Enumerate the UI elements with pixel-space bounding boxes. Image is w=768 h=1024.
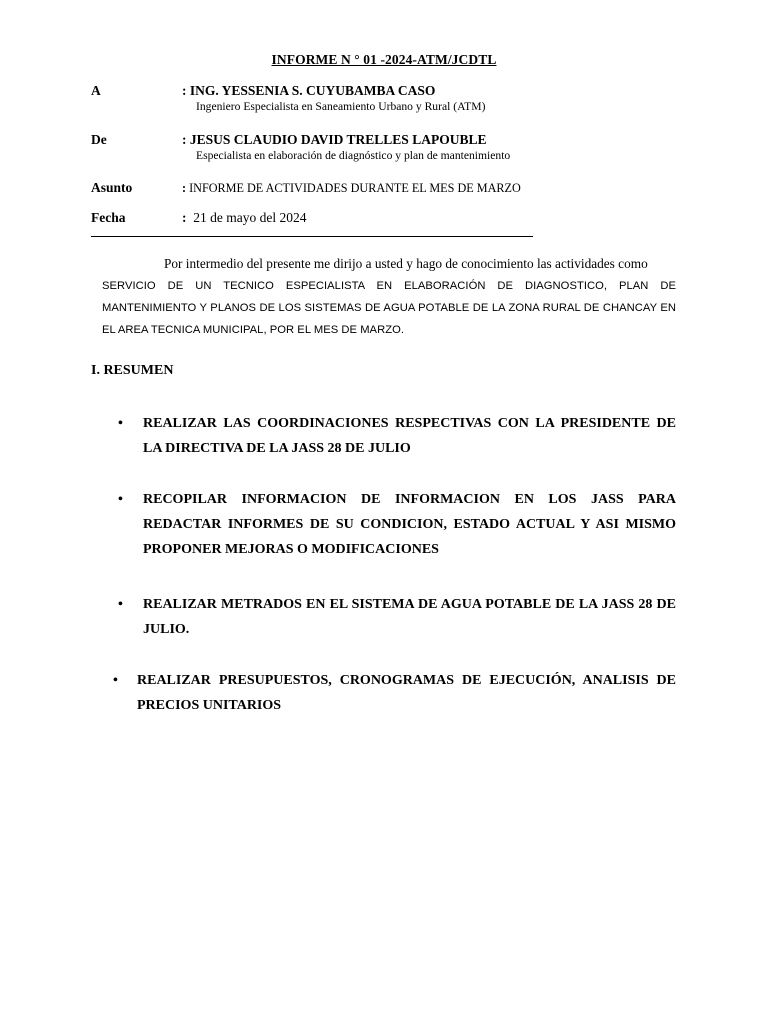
list-item [113, 668, 678, 720]
header-subject-label: Asunto [91, 180, 133, 195]
header-date-colon: : [182, 210, 187, 225]
intro-rest: SERVICIO DE UN TECNICO ESPECIALISTA EN ELABORACIÓN DE DIAGNOSTICO, PLAN DE MANTENIMIENTO Y PLANOS DE LOS SISTEMAS DE AGUA POTABLE DE LA ZONA RURAL DE CHANCAY EN EL AREA TECNICA MUNICIPAL, POR EL MES DE MARZO. [102, 280, 676, 336]
list-item [118, 592, 678, 644]
list-item [118, 487, 678, 565]
header-to-label: A [91, 83, 101, 98]
list-item [118, 411, 678, 463]
header-from-label: De [91, 132, 107, 147]
bullet-icon: • [118, 416, 123, 431]
intro-first-line: Por intermedio del presente me dirijo a usted y hago de conocimiento las actividades como [164, 256, 648, 271]
report-title: INFORME N ° 01 -2024-ATM/JCDTL [271, 52, 497, 67]
section-title-resumen: I. RESUMEN [91, 363, 174, 378]
bullet-icon: • [113, 673, 118, 688]
header-from-subtitle: Especialista en elaboración de diagnóstico y plan de mantenimiento [196, 149, 511, 162]
bullet-icon: • [118, 492, 123, 507]
list-item-text: REALIZAR METRADOS EN EL SISTEMA DE AGUA POTABLE DE LA JASS 28 DE JULIO. [143, 597, 676, 637]
header-divider [91, 236, 533, 237]
intro-paragraph [102, 253, 676, 341]
list-item-text: RECOPILAR INFORMACION DE INFORMACION EN LOS JASS PARA REDACTAR INFORMES DE SU CONDICION, ESTADO ACTUAL Y ASI MISMO PROPONER MEJORAS O MODIFICACIONES [143, 492, 676, 557]
header-from-value: : JESUS CLAUDIO DAVID TRELLES LAPOUBLE [182, 132, 487, 147]
header-subject-text: INFORME DE ACTIVIDADES DURANTE EL MES DE MARZO [189, 181, 521, 195]
header-subject-value [182, 181, 521, 196]
header-date-value [182, 210, 306, 226]
list-item-text: REALIZAR LAS COORDINACIONES RESPECTIVAS CON LA PRESIDENTE DE LA DIRECTIVA DE LA JASS 28 DE JULIO [143, 416, 676, 456]
list-item-text: REALIZAR PRESUPUESTOS, CRONOGRAMAS DE EJECUCIÓN, ANALISIS DE PRECIOS UNITARIOS [137, 673, 676, 713]
bullet-icon: • [118, 597, 123, 612]
header-date-label: Fecha [91, 210, 126, 225]
header-to-value: : ING. YESSENIA S. CUYUBAMBA CASO [182, 83, 436, 98]
header-date-text: 21 de mayo del 2024 [193, 210, 307, 225]
header-to-subtitle: Ingeniero Especialista en Saneamiento Urbano y Rural (ATM) [196, 100, 486, 113]
header-subject-colon: : [182, 181, 187, 195]
